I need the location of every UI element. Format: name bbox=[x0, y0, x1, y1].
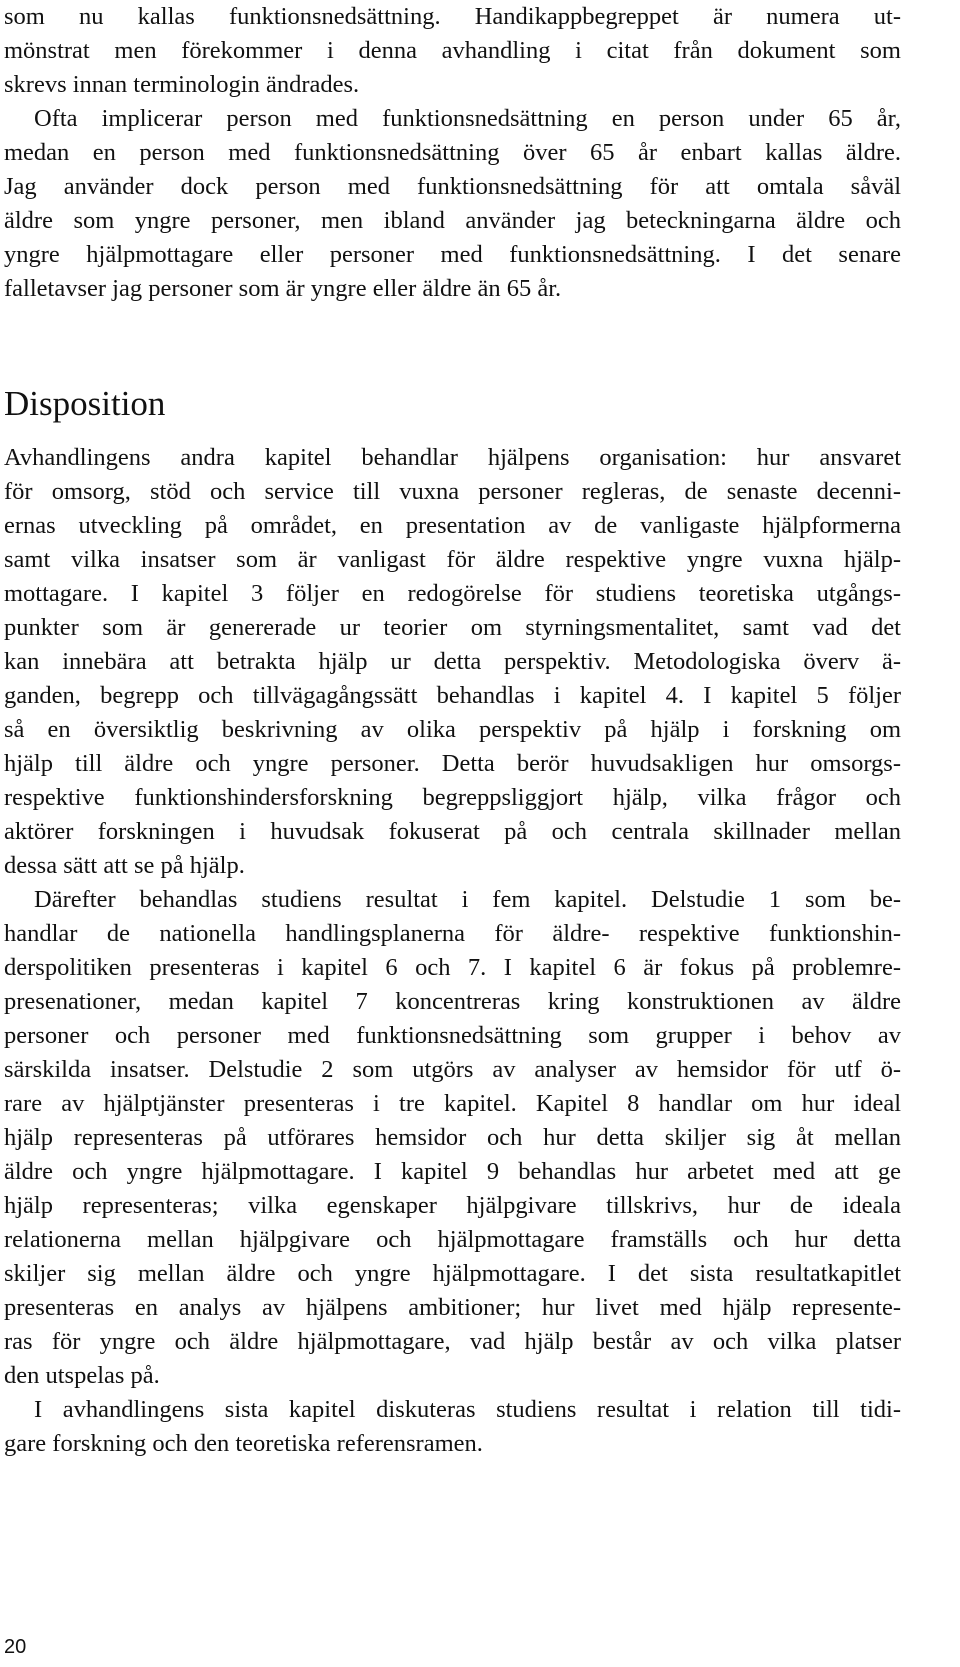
text-line: Jag använder dock person med funktionsnedsättning för att omtala såväl bbox=[4, 173, 901, 200]
text-line: särskilda insatser. Delstudie 2 som utgörs av analyser av hemsidor för utf ö- bbox=[4, 1056, 901, 1083]
text-line: gare forskning och den teoretiska referensramen. bbox=[4, 1430, 483, 1457]
text-line: Ofta implicerar person med funktionsnedsättning en person under 65 år, bbox=[34, 105, 901, 132]
text-line: punkter som är genererade ur teorier om styrningsmentalitet, samt vad det bbox=[4, 614, 901, 641]
text-line: äldre som yngre personer, men ibland använder jag beteckningarna äldre och bbox=[4, 207, 901, 234]
text-line: som nu kallas funktionsnedsättning. Handikappbegreppet är numera ut- bbox=[4, 3, 901, 30]
text-line: dessa sätt att se på hjälp. bbox=[4, 852, 245, 879]
text-line: presenteras en analys av hjälpens ambitioner; hur livet med hjälp represente- bbox=[4, 1294, 901, 1321]
text-line: för omsorg, stöd och service till vuxna personer regleras, de senaste decenni- bbox=[4, 478, 901, 505]
page-number: 20 bbox=[4, 1636, 27, 1658]
text-line: hjälp representeras; vilka egenskaper hjälpgivare tillskrivs, hur de ideala bbox=[4, 1192, 901, 1219]
text-line: respektive funktionshindersforskning begreppsliggjort hjälp, vilka frågor och bbox=[4, 784, 901, 811]
section-heading: Disposition bbox=[4, 384, 166, 423]
text-line: yngre hjälpmottagare eller personer med funktionsnedsättning. I det senare bbox=[4, 241, 901, 268]
text-line: presenationer, medan kapitel 7 koncentreras kring konstruktionen av äldre bbox=[4, 988, 901, 1015]
text-line: ras för yngre och äldre hjälpmottagare, vad hjälp består av och vilka platser bbox=[4, 1328, 901, 1355]
text-line: personer och personer med funktionsnedsättning som grupper i behov av bbox=[4, 1022, 901, 1049]
text-line: kan innebära att betrakta hjälp ur detta perspektiv. Metodologiska överv ä- bbox=[4, 648, 901, 675]
text-line: mottagare. I kapitel 3 följer en redogörelse för studiens teoretiska utgångs- bbox=[4, 580, 901, 607]
text-line: hjälp representeras på utförares hemsidor och hur detta skiljer sig åt mellan bbox=[4, 1124, 901, 1151]
text-line: derspolitiken presenteras i kapitel 6 och 7. I kapitel 6 är fokus på problemre- bbox=[4, 954, 901, 981]
text-line: ganden, begrepp och tillvägagångssätt behandlas i kapitel 4. I kapitel 5 följer bbox=[4, 682, 901, 709]
text-line: handlar de nationella handlingsplanerna för äldre- respektive funktionshin- bbox=[4, 920, 901, 947]
text-line: Därefter behandlas studiens resultat i fem kapitel. Delstudie 1 som be- bbox=[34, 886, 901, 913]
text-line: skrevs innan terminologin ändrades. bbox=[4, 71, 360, 98]
text-line: skiljer sig mellan äldre och yngre hjälpmottagare. I det sista resultatkapitlet bbox=[4, 1260, 901, 1287]
text-line: samt vilka insatser som är vanligast för äldre respektive yngre vuxna hjälp- bbox=[4, 546, 901, 573]
text-line: aktörer forskningen i huvudsak fokuserat på och centrala skillnader mellan bbox=[4, 818, 901, 845]
text-line: relationerna mellan hjälpgivare och hjälpmottagare framställs och hur detta bbox=[4, 1226, 901, 1253]
text-line: hjälp till äldre och yngre personer. Detta berör huvudsakligen hur omsorgs- bbox=[4, 750, 901, 777]
text-line: den utspelas på. bbox=[4, 1362, 160, 1389]
text-line: falletavser jag personer som är yngre eller äldre än 65 år. bbox=[4, 275, 562, 302]
text-line: Avhandlingens andra kapitel behandlar hjälpens organisation: hur ansvaret bbox=[4, 444, 901, 471]
text-line: så en översiktlig beskrivning av olika perspektiv på hjälp i forskning om bbox=[4, 716, 901, 743]
text-line: äldre och yngre hjälpmottagare. I kapitel 9 behandlas hur arbetet med att ge bbox=[4, 1158, 901, 1185]
text-line: mönstrat men förekommer i denna avhandling i citat från dokument som bbox=[4, 37, 901, 64]
text-line: I avhandlingens sista kapitel diskuteras studiens resultat i relation till tidi- bbox=[34, 1396, 901, 1423]
text-line: ernas utveckling på området, en presentation av de vanligaste hjälpformerna bbox=[4, 512, 901, 539]
text-line: medan en person med funktionsnedsättning över 65 år enbart kallas äldre. bbox=[4, 139, 901, 166]
text-line: rare av hjälptjänster presenteras i tre kapitel. Kapitel 8 handlar om hur ideal bbox=[4, 1090, 901, 1117]
